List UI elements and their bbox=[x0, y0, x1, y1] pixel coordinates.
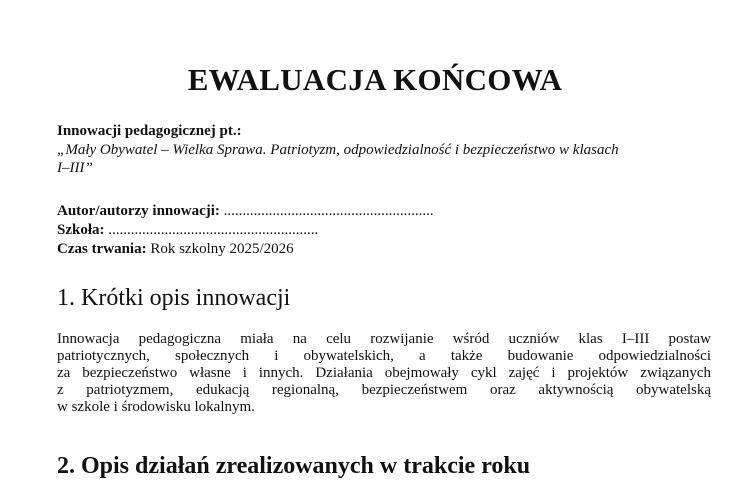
author-field bbox=[57, 203, 434, 220]
duration-field bbox=[57, 241, 294, 258]
duration-label: Czas trwania: bbox=[57, 241, 147, 257]
innovation-label: Innowacji pedagogicznej pt.: bbox=[57, 123, 242, 139]
paragraph-line: w szkole i środowisku lokalnym. bbox=[57, 399, 255, 415]
innovation-title-line-2: I–III” bbox=[57, 160, 93, 176]
school-label: Szkoła: bbox=[57, 222, 105, 238]
school-value: ........................................................ bbox=[104, 222, 319, 238]
section-1-heading: 1. Krótki opis innowacji bbox=[57, 285, 291, 311]
paragraph-line: za bezpieczeństwo własne i innych. Działania obejmowały cykl zajęć i projektów związanych bbox=[57, 365, 711, 381]
paragraph-line: patriotycznych, społecznych i obywatelskich, a także budowanie odpowiedzialności bbox=[57, 348, 711, 364]
document-title: EWALUACJA KOŃCOWA bbox=[187, 62, 563, 97]
duration-value: Rok szkolny 2025/2026 bbox=[146, 241, 294, 257]
section-2-heading: 2. Opis działań zrealizowanych w trakcie roku bbox=[57, 453, 531, 479]
author-label: Autor/autorzy innowacji: bbox=[57, 203, 220, 219]
school-field bbox=[57, 222, 318, 239]
paragraph-line: Innowacja pedagogiczna miała na celu rozwijanie wśród uczniów klas I–III postaw bbox=[57, 331, 711, 347]
author-value: ........................................................ bbox=[219, 203, 434, 219]
section-1-paragraph bbox=[57, 331, 711, 416]
innovation-title-line-1: „Mały Obywatel – Wielka Sprawa. Patriotyzm, odpowiedzialność i bezpieczeństwo w klasach bbox=[57, 142, 619, 158]
paragraph-line: z patriotyzmem, edukacją regionalną, bezpieczeństwem oraz aktywnością obywatelską bbox=[57, 382, 711, 398]
